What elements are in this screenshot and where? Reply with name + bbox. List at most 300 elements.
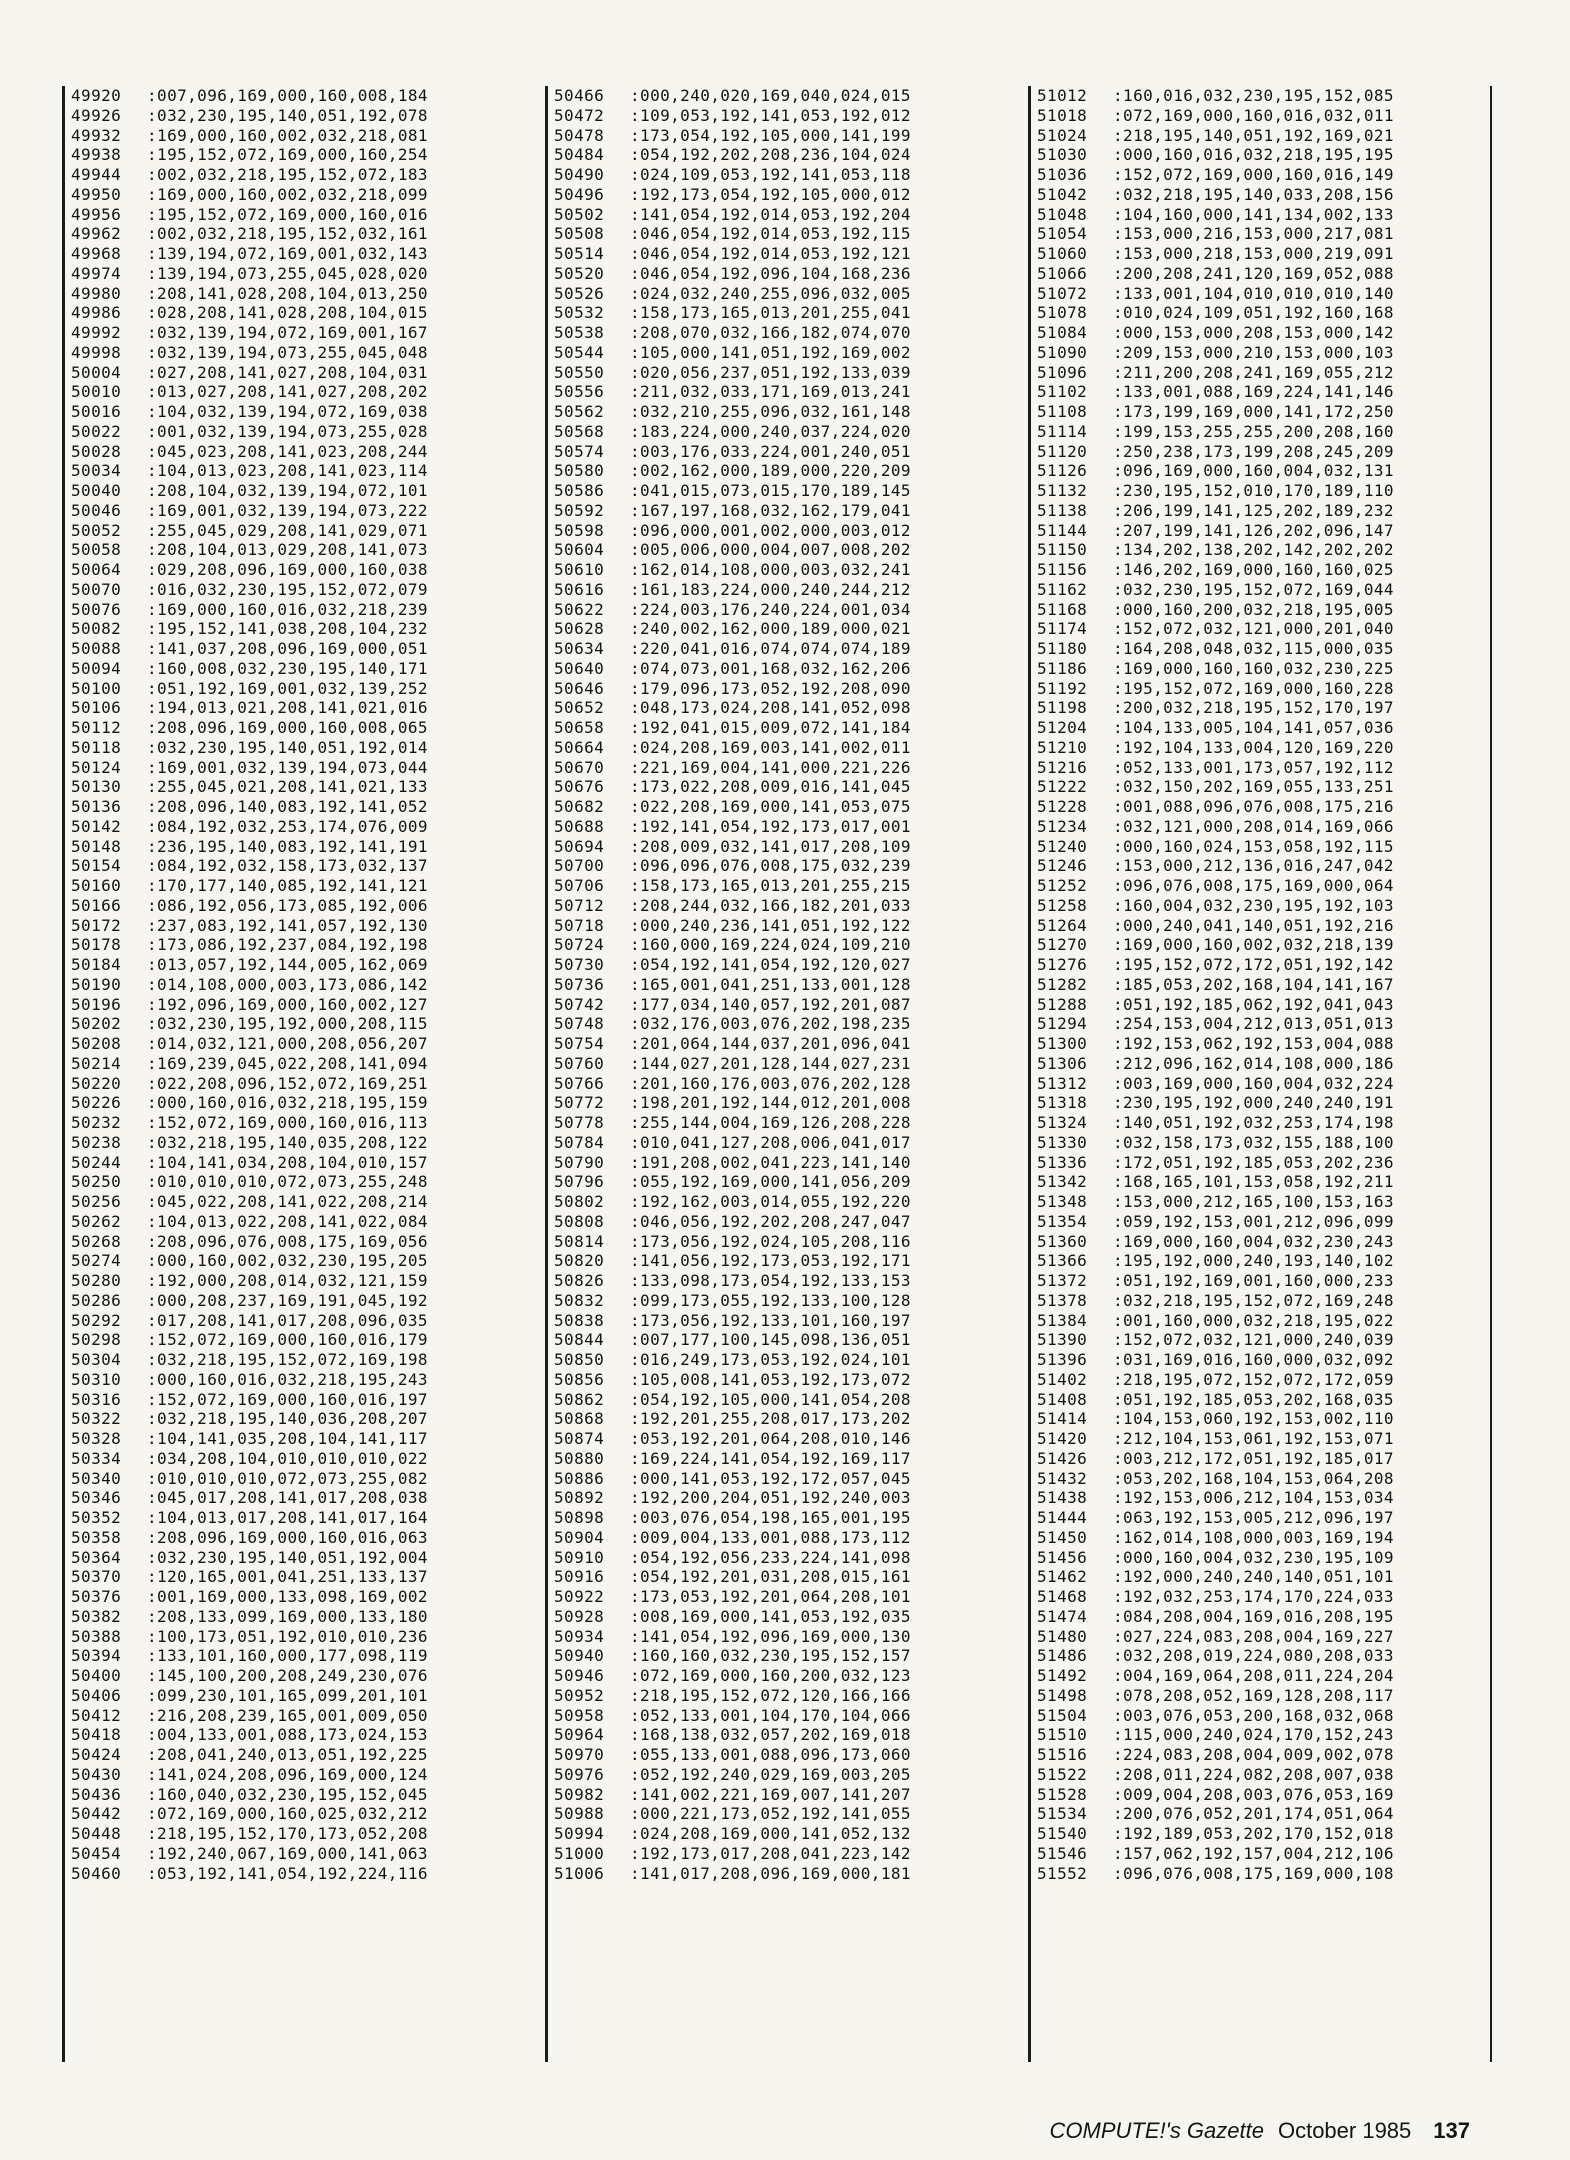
listing-line [1031, 1864, 1491, 1884]
listing-line [65, 738, 525, 758]
line-address: 50172 [71, 915, 122, 935]
line-data: :160,160,032,230,195,152,157 [630, 1646, 911, 1666]
page-footer [1050, 2118, 1471, 2144]
listing-line [65, 1074, 525, 1094]
line-data: :141,017,208,096,169,000,181 [630, 1863, 911, 1883]
line-address: 50676 [554, 777, 605, 797]
line-data: :013,027,208,141,027,208,202 [147, 382, 428, 402]
line-address: 50898 [554, 1508, 605, 1527]
listing-line [548, 1765, 1008, 1785]
line-address: 51204 [1037, 718, 1088, 737]
line-address: 50046 [71, 500, 122, 520]
line-address: 50892 [554, 1488, 605, 1508]
line-data: :022,208,169,000,141,053,075 [630, 797, 911, 816]
line-address: 49992 [71, 323, 122, 342]
line-data: :192,000,208,014,032,121,159 [147, 1271, 428, 1290]
line-address: 51432 [1037, 1468, 1088, 1488]
listing-line [65, 481, 525, 501]
line-data: :032,139,194,072,169,001,167 [147, 323, 428, 342]
listing-line [548, 1330, 1008, 1350]
line-data: :096,169,000,160,004,032,131 [1113, 461, 1394, 481]
line-address: 51318 [1037, 1093, 1088, 1113]
listing-line [1031, 1113, 1491, 1133]
line-address: 50580 [554, 461, 605, 481]
line-address: 51300 [1037, 1034, 1088, 1053]
line-data: :185,053,202,168,104,141,167 [1113, 974, 1394, 994]
listing-line [1031, 1311, 1491, 1331]
line-address: 50868 [554, 1409, 605, 1429]
line-address: 50520 [554, 263, 605, 283]
line-data: :173,054,192,105,000,141,199 [630, 125, 911, 145]
listing-line [548, 126, 1008, 146]
line-data: :236,195,140,083,192,141,191 [147, 836, 428, 856]
line-data: :032,230,195,140,051,192,004 [147, 1547, 428, 1567]
listing-line [65, 1627, 525, 1647]
listing-line [1031, 1054, 1491, 1074]
line-address: 50238 [71, 1132, 122, 1152]
listing-line [1031, 1844, 1491, 1864]
line-address: 50262 [71, 1211, 122, 1231]
listing-line [65, 955, 525, 975]
listing-line [548, 1311, 1008, 1331]
line-data: :054,192,201,031,208,015,161 [630, 1567, 911, 1587]
line-data: :059,192,153,001,212,096,099 [1113, 1211, 1394, 1231]
line-address: 50232 [71, 1113, 122, 1132]
listing-line [548, 1172, 1008, 1192]
listing-line [548, 244, 1008, 264]
listing-line [65, 1804, 525, 1824]
listing-line [1031, 1607, 1491, 1627]
line-data: :195,192,000,240,193,140,102 [1113, 1251, 1394, 1271]
line-data: :200,032,218,195,152,170,197 [1113, 698, 1394, 718]
line-address: 51360 [1037, 1231, 1088, 1251]
line-address: 50466 [554, 86, 605, 105]
line-data: :009,004,208,003,076,053,169 [1113, 1784, 1394, 1804]
listing-line [1031, 540, 1491, 560]
line-address: 50340 [71, 1468, 122, 1488]
listing-line [1031, 1508, 1491, 1528]
line-data: :048,173,024,208,141,052,098 [630, 698, 911, 718]
line-data: :164,208,048,032,115,000,035 [1113, 639, 1394, 658]
line-address: 51078 [1037, 303, 1088, 323]
line-address: 49920 [71, 86, 122, 105]
line-address: 50946 [554, 1666, 605, 1685]
line-data: :053,192,141,054,192,224,116 [147, 1863, 428, 1883]
line-data: :003,212,172,051,192,185,017 [1113, 1448, 1394, 1468]
line-address: 50952 [554, 1685, 605, 1705]
line-data: :046,054,192,096,104,168,236 [630, 263, 911, 283]
line-address: 51132 [1037, 481, 1088, 500]
line-data: :000,221,173,052,192,141,055 [630, 1804, 911, 1824]
listing-line [65, 718, 525, 738]
listing-line [1031, 1429, 1491, 1449]
line-address: 50694 [554, 836, 605, 856]
listing-line [548, 1291, 1008, 1311]
line-data: :000,160,002,032,230,195,205 [147, 1251, 428, 1271]
line-address: 50886 [554, 1468, 605, 1488]
listing-line [1031, 106, 1491, 126]
line-data: :104,153,060,192,153,002,110 [1113, 1409, 1394, 1429]
listing-line [1031, 1725, 1491, 1745]
line-address: 50088 [71, 639, 122, 658]
listing-line [65, 1054, 525, 1074]
line-address: 50226 [71, 1093, 122, 1113]
listing-line [1031, 442, 1491, 462]
listing-line [548, 1192, 1008, 1212]
line-address: 51048 [1037, 204, 1088, 224]
line-data: :032,218,195,140,036,208,207 [147, 1409, 428, 1429]
line-address: 51540 [1037, 1824, 1088, 1843]
listing-line [65, 1646, 525, 1666]
listing-line [1031, 916, 1491, 936]
listing-line [1031, 1409, 1491, 1429]
listing-line [1031, 1488, 1491, 1508]
line-data: :032,218,195,152,072,169,198 [147, 1350, 428, 1369]
listing-line [1031, 1646, 1491, 1666]
listing-line [548, 1548, 1008, 1568]
line-address: 51084 [1037, 323, 1088, 342]
listing-line [1031, 343, 1491, 363]
line-data: :013,057,192,144,005,162,069 [147, 955, 428, 974]
listing-line [1031, 1666, 1491, 1686]
listing-line [65, 1212, 525, 1232]
line-data: :212,096,162,014,108,000,186 [1113, 1053, 1394, 1073]
line-data: :020,056,237,051,192,133,039 [630, 362, 911, 382]
listing-line [548, 1212, 1008, 1232]
listing-line [65, 1469, 525, 1489]
listing-line [65, 758, 525, 778]
line-address: 50700 [554, 856, 605, 876]
line-data: :167,197,168,032,162,179,041 [630, 500, 911, 520]
line-data: :255,045,029,208,141,029,071 [147, 520, 428, 540]
line-address: 50976 [554, 1764, 605, 1784]
line-data: :032,230,195,192,000,208,115 [147, 1014, 428, 1034]
line-data: :024,109,053,192,141,053,118 [630, 165, 911, 184]
line-data: :237,083,192,141,057,192,130 [147, 915, 428, 935]
listing-line [548, 1251, 1008, 1271]
line-data: :254,153,004,212,013,051,013 [1113, 1014, 1394, 1034]
line-data: :208,104,032,139,194,072,101 [147, 481, 428, 500]
line-data: :153,000,218,153,000,219,091 [1113, 244, 1394, 263]
line-data: :051,192,185,053,202,168,035 [1113, 1389, 1394, 1409]
line-data: :063,192,153,005,212,096,197 [1113, 1508, 1394, 1527]
line-data: :194,013,021,208,141,021,016 [147, 698, 428, 718]
listing-line [65, 1390, 525, 1410]
line-data: :109,053,192,141,053,192,012 [630, 105, 911, 125]
line-address: 51468 [1037, 1587, 1088, 1606]
line-address: 51366 [1037, 1251, 1088, 1271]
line-data: :192,173,017,208,041,223,142 [630, 1843, 911, 1863]
listing-line [548, 659, 1008, 679]
line-data: :153,000,212,136,016,247,042 [1113, 856, 1394, 876]
listing-line [65, 1014, 525, 1034]
line-address: 51258 [1037, 895, 1088, 915]
line-data: :010,010,010,072,073,255,082 [147, 1468, 428, 1488]
line-address: 50118 [71, 737, 122, 757]
line-data: :144,027,201,128,144,027,231 [630, 1053, 911, 1073]
line-address: 50376 [71, 1587, 122, 1606]
line-data: :172,051,192,185,053,202,236 [1113, 1152, 1394, 1172]
listing-line [1031, 205, 1491, 225]
line-address: 50748 [554, 1014, 605, 1034]
listing-line [65, 106, 525, 126]
line-data: :218,195,152,170,173,052,208 [147, 1824, 428, 1843]
listing-line [1031, 86, 1491, 106]
line-address: 51198 [1037, 698, 1088, 718]
line-address: 51378 [1037, 1290, 1088, 1310]
listing-line [65, 1113, 525, 1133]
line-data: :145,100,200,208,249,230,076 [147, 1666, 428, 1685]
line-address: 50844 [554, 1330, 605, 1350]
listing-line [65, 402, 525, 422]
line-data: :000,208,237,169,191,045,192 [147, 1290, 428, 1310]
line-data: :010,010,010,072,073,255,248 [147, 1172, 428, 1192]
listing-line [65, 1093, 525, 1113]
line-data: :160,008,032,230,195,140,171 [147, 658, 428, 678]
line-address: 51306 [1037, 1053, 1088, 1073]
listing-line [548, 165, 1008, 185]
line-data: :001,032,139,194,073,255,028 [147, 421, 428, 441]
listing-line [1031, 1785, 1491, 1805]
line-data: :192,153,062,192,153,004,088 [1113, 1034, 1394, 1053]
listing-line [65, 422, 525, 442]
line-address: 50334 [71, 1448, 122, 1468]
line-address: 50652 [554, 698, 605, 718]
magazine-title: COMPUTE!'s Gazette [1049, 2118, 1264, 2143]
line-data: :084,192,032,158,173,032,137 [147, 856, 428, 876]
line-data: :031,169,016,160,000,032,092 [1113, 1350, 1394, 1369]
line-address: 50988 [554, 1804, 605, 1824]
listing-line [1031, 876, 1491, 896]
listing-line [548, 817, 1008, 837]
line-data: :169,000,160,016,032,218,239 [147, 599, 428, 619]
line-address: 50250 [71, 1172, 122, 1192]
line-address: 50148 [71, 836, 122, 856]
line-address: 50406 [71, 1685, 122, 1705]
line-data: :152,072,169,000,160,016,197 [147, 1389, 428, 1409]
line-data: :022,208,096,152,072,169,251 [147, 1073, 428, 1093]
line-data: :173,053,192,201,064,208,101 [630, 1587, 911, 1606]
listing-line [1031, 955, 1491, 975]
listing-line [548, 1587, 1008, 1607]
line-address: 50598 [554, 520, 605, 540]
listing-line [65, 1765, 525, 1785]
line-data: :096,096,076,008,175,032,239 [630, 856, 911, 876]
listing-line [1031, 1212, 1491, 1232]
line-data: :034,208,104,010,010,010,022 [147, 1448, 428, 1468]
line-data: :032,218,195,152,072,169,248 [1113, 1290, 1394, 1310]
line-address: 50130 [71, 777, 122, 797]
listing-line [548, 106, 1008, 126]
listing-line [548, 1686, 1008, 1706]
listing-line [1031, 1567, 1491, 1587]
line-address: 49962 [71, 224, 122, 244]
line-address: 50274 [71, 1251, 122, 1271]
line-data: :074,073,001,168,032,162,206 [630, 658, 911, 678]
line-address: 50208 [71, 1034, 122, 1053]
line-data: :208,096,169,000,160,016,063 [147, 1527, 428, 1547]
listing-line [1031, 1192, 1491, 1212]
line-data: :192,096,169,000,160,002,127 [147, 994, 428, 1014]
line-address: 51216 [1037, 757, 1088, 777]
line-address: 50784 [554, 1132, 605, 1152]
line-address: 50622 [554, 599, 605, 619]
listing-line [1031, 284, 1491, 304]
listing-line [548, 1785, 1008, 1805]
listing-line [548, 1271, 1008, 1291]
listing-line [1031, 323, 1491, 343]
line-data: :007,177,100,145,098,136,051 [630, 1330, 911, 1350]
line-address: 50790 [554, 1152, 605, 1172]
listing-line [548, 916, 1008, 936]
listing-line [548, 1627, 1008, 1647]
line-data: :218,195,140,051,192,169,021 [1113, 125, 1394, 145]
listing-line [1031, 145, 1491, 165]
line-address: 51192 [1037, 678, 1088, 698]
line-address: 51312 [1037, 1073, 1088, 1093]
listing-line [1031, 935, 1491, 955]
listing-line [548, 1666, 1008, 1686]
listing-line [65, 1370, 525, 1390]
listing-line [1031, 363, 1491, 383]
line-address: 50202 [71, 1014, 122, 1034]
line-address: 50052 [71, 520, 122, 540]
line-data: :192,153,006,212,104,153,034 [1113, 1488, 1394, 1508]
line-address: 51120 [1037, 441, 1088, 461]
line-address: 50760 [554, 1053, 605, 1073]
line-address: 51546 [1037, 1843, 1088, 1863]
line-data: :010,041,127,208,006,041,017 [630, 1132, 911, 1152]
listing-line [548, 422, 1008, 442]
line-address: 50436 [71, 1784, 122, 1804]
line-address: 50370 [71, 1567, 122, 1587]
line-data: :165,001,041,251,133,001,128 [630, 974, 911, 994]
line-address: 51114 [1037, 421, 1088, 441]
line-address: 50442 [71, 1804, 122, 1824]
line-address: 50034 [71, 461, 122, 481]
listing-line [65, 1350, 525, 1370]
line-data: :208,009,032,141,017,208,109 [630, 836, 911, 856]
line-data: :162,014,108,000,003,032,241 [630, 560, 911, 579]
line-address: 50136 [71, 797, 122, 816]
line-data: :218,195,152,072,120,166,166 [630, 1685, 911, 1705]
listing-line [548, 521, 1008, 541]
line-address: 49998 [71, 342, 122, 362]
line-data: :003,076,054,198,165,001,195 [630, 1508, 911, 1527]
line-address: 50670 [554, 757, 605, 777]
listing-line [65, 442, 525, 462]
listing-line [65, 580, 525, 600]
listing-line [65, 1864, 525, 1884]
listing-line [1031, 461, 1491, 481]
line-data: :096,000,001,002,000,003,012 [630, 520, 911, 540]
line-address: 51474 [1037, 1606, 1088, 1626]
listing-line [65, 679, 525, 699]
listing-line [548, 205, 1008, 225]
line-address: 50874 [554, 1429, 605, 1448]
line-address: 50514 [554, 244, 605, 263]
listing-line [548, 1232, 1008, 1252]
line-address: 50094 [71, 658, 122, 678]
line-data: :209,153,000,210,153,000,103 [1113, 342, 1394, 362]
listing-line [65, 698, 525, 718]
line-data: :000,240,236,141,051,192,122 [630, 915, 911, 935]
line-data: :255,045,021,208,141,021,133 [147, 777, 428, 797]
listing-line [65, 303, 525, 323]
line-address: 50832 [554, 1290, 605, 1310]
line-data: :032,230,195,140,051,192,078 [147, 105, 428, 125]
line-data: :010,024,109,051,192,160,168 [1113, 303, 1394, 323]
line-address: 50880 [554, 1448, 605, 1468]
line-address: 51156 [1037, 560, 1088, 579]
line-address: 50502 [554, 204, 605, 224]
listing-line [1031, 1093, 1491, 1113]
listing-line [1031, 758, 1491, 778]
line-address: 51060 [1037, 244, 1088, 263]
page-number: 137 [1433, 2118, 1470, 2143]
listing-line [548, 1844, 1008, 1864]
line-data: :208,096,076,008,175,169,056 [147, 1231, 428, 1251]
line-address: 50970 [554, 1745, 605, 1764]
listing-line [1031, 718, 1491, 738]
line-data: :032,218,195,140,035,208,122 [147, 1132, 428, 1152]
listing-line [548, 1706, 1008, 1726]
line-address: 50568 [554, 421, 605, 441]
line-data: :104,141,035,208,104,141,117 [147, 1429, 428, 1448]
listing-line [548, 481, 1008, 501]
listing-line [1031, 1548, 1491, 1568]
listing-line [548, 1350, 1008, 1370]
listing-line [548, 797, 1008, 817]
line-address: 50928 [554, 1606, 605, 1626]
line-address: 51444 [1037, 1508, 1088, 1527]
line-data: :016,032,230,195,152,072,079 [147, 579, 428, 599]
line-data: :240,002,162,000,189,000,021 [630, 619, 911, 639]
line-address: 50826 [554, 1271, 605, 1290]
listing-line [1031, 1330, 1491, 1350]
line-address: 50508 [554, 224, 605, 244]
listing-line [65, 1725, 525, 1745]
line-address: 51516 [1037, 1745, 1088, 1764]
line-data: :032,230,195,152,072,169,044 [1113, 579, 1394, 599]
listing-line [548, 619, 1008, 639]
line-address: 50616 [554, 579, 605, 599]
line-address: 51282 [1037, 974, 1088, 994]
listing-line [65, 1666, 525, 1686]
line-address: 51522 [1037, 1764, 1088, 1784]
listing-line [1031, 975, 1491, 995]
listing-line [65, 244, 525, 264]
listing-line [65, 1291, 525, 1311]
line-data: :141,054,192,014,053,192,204 [630, 204, 911, 224]
line-address: 51072 [1037, 283, 1088, 303]
line-address: 50562 [554, 402, 605, 421]
line-address: 50142 [71, 816, 122, 836]
line-address: 50724 [554, 935, 605, 955]
line-address: 50904 [554, 1527, 605, 1547]
line-data: :000,160,016,032,218,195,159 [147, 1093, 428, 1113]
line-address: 51324 [1037, 1113, 1088, 1132]
listing-line [65, 837, 525, 857]
line-data: :002,162,000,189,000,220,209 [630, 461, 911, 481]
listing-line [65, 126, 525, 146]
line-data: :052,133,001,173,057,192,112 [1113, 757, 1394, 777]
listing-line [548, 955, 1008, 975]
line-data: :158,173,165,013,201,255,215 [630, 876, 911, 895]
line-address: 51420 [1037, 1429, 1088, 1448]
line-address: 51174 [1037, 619, 1088, 639]
listing-line [1031, 521, 1491, 541]
